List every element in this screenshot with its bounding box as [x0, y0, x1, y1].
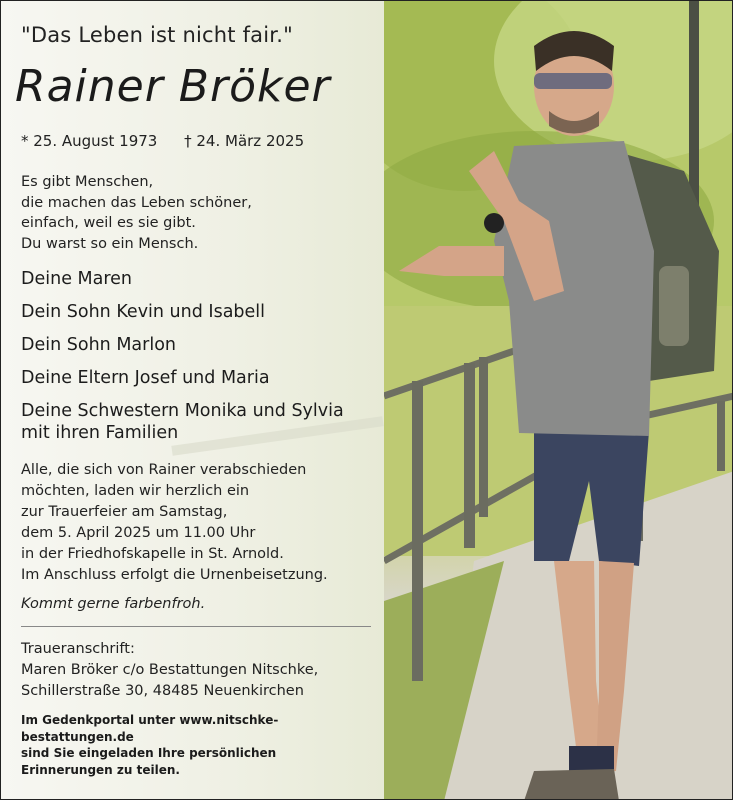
- address-line: Schillerstraße 30, 48485 Neuenkirchen: [21, 683, 304, 699]
- life-dates: [21, 132, 381, 150]
- mourners-list: [21, 268, 381, 444]
- memorial-portal-note: [21, 712, 381, 778]
- portal-line: Erinnerungen zu teilen.: [21, 762, 180, 777]
- poem-line: die machen das Leben schöner,: [21, 194, 252, 211]
- portal-line: Im Gedenkportal unter www.nitschke-bestattungen.de: [21, 713, 279, 744]
- mourner: Dein Sohn Kevin und Isabell: [21, 302, 266, 322]
- mourner: Deine Eltern Josef und Maria: [21, 368, 270, 388]
- invitation-line: zur Trauerfeier am Samstag,: [21, 504, 228, 520]
- portal-line: sind Sie eingeladen Ihre persönlichen: [21, 746, 277, 760]
- deceased-name: Rainer Bröker: [15, 61, 331, 112]
- poem: [21, 172, 381, 254]
- mourner: Deine Maren: [21, 269, 133, 289]
- poem-line: Du warst so ein Mensch.: [21, 235, 199, 252]
- mourner: Dein Sohn Marlon: [21, 335, 176, 355]
- invitation-line: Alle, die sich von Rainer verabschieden: [21, 462, 307, 478]
- mourning-address: [21, 639, 381, 702]
- divider: [21, 626, 371, 627]
- invitation-line: dem 5. April 2025 um 11.00 Uhr: [21, 525, 256, 541]
- death-date: † 24. März 2025: [184, 132, 305, 150]
- funeral-invitation: [21, 460, 381, 586]
- address-line: Traueranschrift:: [21, 641, 135, 657]
- poem-line: Es gibt Menschen,: [21, 174, 154, 190]
- birth-date: * 25. August 1973: [21, 132, 158, 150]
- obituary-text: [15, 23, 381, 778]
- address-line: Maren Bröker c/o Bestattungen Nitschke,: [21, 662, 319, 678]
- mourner: [21, 400, 381, 444]
- mourner-line: mit ihren Familien: [21, 423, 179, 443]
- photo-illustration: [384, 1, 733, 800]
- invitation-line: Im Anschluss erfolgt die Urnenbeisetzung.: [21, 567, 328, 583]
- portrait-photo: [384, 1, 733, 800]
- mourner-line: Deine Schwestern Monika und Sylvia: [21, 401, 344, 421]
- quote: "Das Leben ist nicht fair.": [21, 23, 293, 47]
- invitation-line: in der Friedhofskapelle in St. Arnold.: [21, 546, 284, 562]
- invitation-line: möchten, laden wir herzlich ein: [21, 483, 250, 499]
- poem-line: einfach, weil es sie gibt.: [21, 215, 196, 231]
- dress-note: Kommt gerne farbenfroh.: [21, 596, 206, 612]
